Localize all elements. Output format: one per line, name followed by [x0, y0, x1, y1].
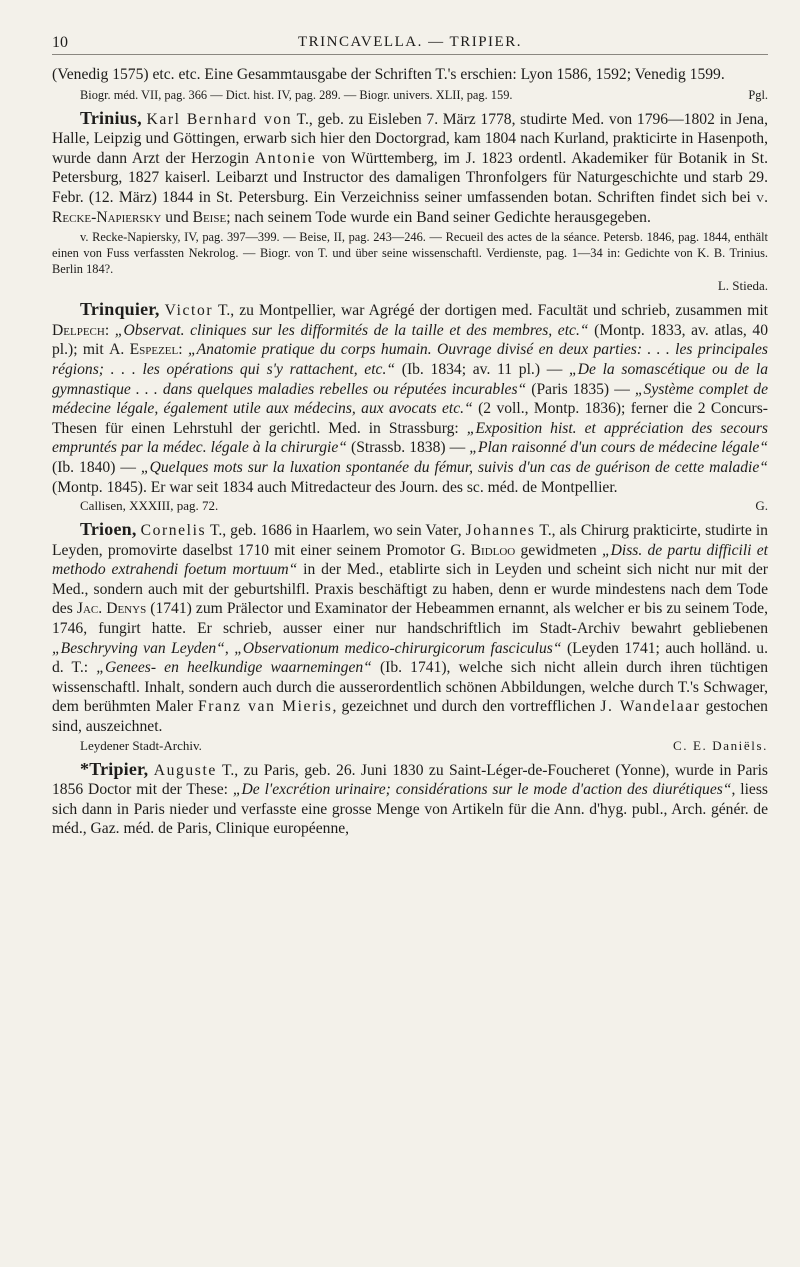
continuation-ref — [52, 87, 768, 103]
entry-tripier — [52, 760, 768, 839]
running-title: TRINCAVELLA. — TRIPIER. — [298, 34, 522, 50]
entry-text: Trinquier, Victor T., zu Montpellier, war Agrégé der dortigen med. Facultät und schrieb, zusammen mit Delpech: „Observat. cliniques sur les difformités de la taille et des membres, etc.“ (Montp. 1833, av. atlas, 40 pl.); mit A. Espezel: „Anatomie pratique du corps humain. Ouvrage divisé en deux parties: . . . les principales régions; . . . les opérations qui s'y rattachent, etc.“ (Ib. 1834; av. 11 pl.) — „De la somascétique ou de la gymnastique . . . dans quelques maladies rebelles ou réputées incurables“ (Paris 1835) — „Système complet de médecine légale, également utile aux médecins, aux avocats etc.“ (2 voll., Montp. 1836); ferner die 2 Concurs-Thesen für einen Lehrstuhl der gerichtl. Med. in Strassburg: „Exposition hist. et appréciation des secours empruntés par la médec. légale à la chirurgie“ (Strassb. 1838) — „Plan raisonné d'un cours de médecine légale“ (Ib. 1840) — „Quelques mots sur la luxation spontanée du fémur, suivis d'un cas de guérison de cette maladie“ (Montp. 1845). Er war seit 1834 auch Mitredacteur des Journ. des sc. méd. de Montpellier. — [52, 299, 769, 496]
entry-text: Trioen, Cornelis T., geb. 1686 in Haarlem, wo sein Vater, Johannes T., als Chirurg prakticirte, studirte in Leyden, promovirte daselbst 1710 mit einer seinem Promotor G. Bidloo gewidmeten „Diss. de partu difficili et methodo extrahendi foetum mortuum“ in der Med., etablirte sich in Leyden und scheint sich nicht nur mit der Med., sondern auch mit der geburtshilfl. Praxis beschäftigt zu haben, denn er wurde mindestens nach dem Tode des Jac. Denys (1741) zum Prälector und Examinator der Hebeammen ernannt, als welcher er bis zu seinem Tode, 1746, fungirt hatte. Er schrieb, ausser einer nur handschriftlich im Stadt-Archiv bewahrt gebliebenen „Beschryving van Leyden“, „Observationum medico-chirurgicorum fasciculus“ (Leyden 1741; auch holländ. u. d. T.: „Genees- en heelkundige waarnemingen“ (Ib. 1741), welche sich nicht allein durch ihren tüchtigen wissenschaftl. Inhalt, sondern auch durch die ausserordentlich schönen Abbildungen, welche durch T.'s Schwager, dem berühmten Maler Franz van Mieris, gezeichnet und durch den vortrefflichen J. Wandelaar gestochen sind, auszeichnet. — [52, 519, 769, 736]
given-name: Auguste — [153, 761, 217, 779]
page-body — [52, 55, 768, 839]
signature: C. E. Daniëls. — [673, 737, 768, 753]
reference: Callisen, XXXIII, pag. 72. — [80, 498, 219, 514]
entry-name: Trioen, — [80, 519, 137, 540]
entry-text: Trinius, Karl Bernhard von T., geb. zu Eisleben 7. März 1778, studirte Med. von 1796—1802 in Jena, Halle, Leipzig und Göttingen, erwarb sich hier den Doctorgrad, kam 1804 nach Kurland, prakticirte in Hasenpoth, wurde dann Arzt der Herzogin Antonie von Württemberg, im J. 1823 ordentl. Akademiker für Botanik in St. Petersburg, 1827 kaiserl. Leibarzt und Instructor des damaligen Thronfolgers für Naturgeschichte und starb 29. Febr. (12. März) 1844 in St. Petersburg. Ein Verzeichniss seiner umfassenden botan. Schriften findet sich bei v. Recke-Napiersky und Beise; nach seinem Tode wurde ein Band seiner Gedichte herausgegeben. — [52, 107, 768, 226]
signature: L. Stieda. — [717, 278, 768, 294]
reference: Leydener Stadt-Archiv. — [80, 737, 202, 753]
entry-ref-line — [52, 737, 768, 754]
continuation-text: (Venedig 1575) etc. etc. Eine Gesammtausgabe der Schriften T.'s erschien: Lyon 1586, 1592; Venedig 1599. — [52, 66, 725, 83]
page-header — [52, 0, 768, 55]
signature: G. — [755, 498, 768, 514]
entry-trinius — [52, 109, 768, 295]
reference: Biogr. méd. VII, pag. 366 — Dict. hist. IV, pag. 289. — Biogr. univers. XLII, pag. 159. — [80, 87, 513, 102]
entry-ref: v. Recke-Napiersky, IV, pag. 397—399. — Beise, II, pag. 243—246. — Recueil des actes de la séance. Petersb. 1846, pag. 1844, enthält einen von Fuss verfassten Nekrolog. — Biogr. von T. und über seine wissenschaftl. Verdienste, pag. 1—34 in: Gedichte von K. B. Trinius. Berlin 184?. — [52, 230, 768, 277]
entry-trioen — [52, 520, 768, 754]
given-name: Victor — [164, 302, 214, 320]
page — [52, 0, 768, 839]
entry-name: Trinquier, — [80, 299, 160, 320]
page-number: 10 — [52, 34, 68, 51]
entry-name: Trinius, — [80, 107, 142, 128]
given-name: Cornelis — [140, 522, 207, 540]
entry-text: *Tripier, Auguste T., zu Paris, geb. 26. Juni 1830 zu Saint-Léger-de-Foucheret (Yonne), wurde in Paris 1856 Doctor mit der These: „De l'excrétion urinaire; considérations sur le mode d'action des diurétiques“, liess sich dann in Paris nieder und verfasste eine grosse Menge von Artikeln für die Ann. d'hyg. publ., Arch. génér. de méd., Gaz. méd. de Paris, Clinique européenne, — [52, 758, 768, 838]
given-name: Karl Bernhard von — [146, 110, 293, 128]
entry-name: *Tripier, — [80, 758, 149, 779]
entry-trinquier — [52, 300, 768, 514]
signature: Pgl. — [748, 87, 768, 102]
entry-ref-line — [52, 497, 768, 514]
